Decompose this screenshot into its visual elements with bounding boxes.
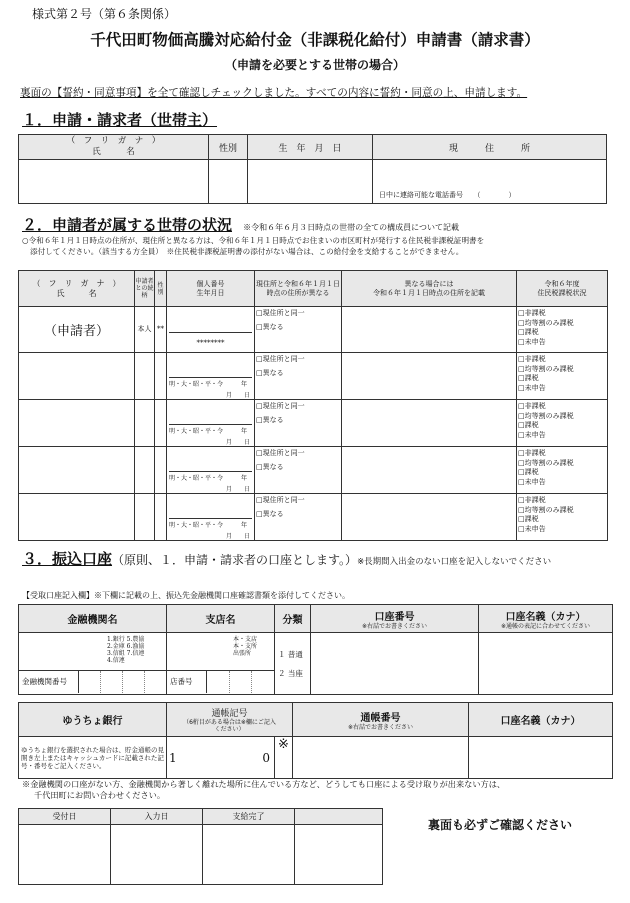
account-type-options[interactable]: １ 普通 ２ 当座	[275, 633, 311, 695]
tax-status-header: 令和６年度 住民税課税状況	[517, 271, 608, 307]
table-row	[19, 400, 608, 447]
tax-status-options[interactable]: □非課税 □均等割のみ課税 □課税 □未申告	[517, 494, 608, 541]
relation-field[interactable]	[135, 400, 155, 447]
member-gender-header: 性別	[155, 271, 167, 307]
bank-code-input[interactable]	[79, 671, 166, 693]
yucho-header: ゆうちょ銀行	[19, 703, 167, 737]
applicant-name-field[interactable]	[19, 160, 209, 204]
input-date-field	[111, 825, 203, 885]
applicant-gender-field[interactable]	[209, 160, 248, 204]
account-holder-header: 口座名義（カナ） ※通帳の表記に合わせてください	[479, 605, 613, 633]
masked-id: ********	[169, 332, 252, 352]
member-name-field[interactable]	[19, 447, 135, 494]
tax-status-options[interactable]: □非課税 □均等割のみ課税 □課税 □未申告	[517, 447, 608, 494]
applicant-label: （申請者）	[19, 307, 135, 353]
bank-type-list: 1.銀行 5.農協 2.金庫 6.漁協 3.信組 7.信連 4.信連	[107, 636, 145, 664]
input-date-header: 入力日	[111, 809, 203, 825]
account-number-field[interactable]	[311, 633, 479, 695]
id-dob-field[interactable]: 明・大・昭・平・令 年 月 日	[167, 400, 255, 447]
prior-address-header: 異なる場合には 令和６年１月１日時点の住所を記載	[342, 271, 517, 307]
address-diff-header: 現住所と令和６年１月１日時点の住所が異なる	[255, 271, 342, 307]
gender-stars: **	[155, 307, 167, 353]
member-gender-field[interactable]	[155, 400, 167, 447]
account-number-header: 口座番号 ※右詰でお書きください	[311, 605, 479, 633]
table-row	[19, 353, 608, 400]
bank-name-field[interactable]	[19, 633, 167, 695]
sixth-digit-field[interactable]: ※	[275, 737, 293, 779]
table-row	[19, 307, 608, 353]
member-gender-field[interactable]	[155, 494, 167, 541]
account-holder-field[interactable]	[479, 633, 613, 695]
member-name-field[interactable]	[19, 494, 135, 541]
applicant-address-field[interactable]	[373, 160, 607, 204]
mark-digit-1: 1	[169, 750, 177, 765]
passbook-mark-header: 通帳記号 （6桁目がある場合は※欄にご記入ください）	[167, 703, 293, 737]
masked-id-cell	[167, 307, 255, 353]
relation-field[interactable]	[135, 447, 155, 494]
member-name-header: （ フ リ ガ ナ ） 氏 名	[19, 271, 135, 307]
section3-heading-row	[22, 552, 612, 569]
address-diff-options[interactable]: □現住所と同一 □異なる	[255, 494, 342, 541]
office-blank-header	[295, 809, 383, 825]
payment-complete-header: 支給完了	[203, 809, 295, 825]
member-name-field[interactable]	[19, 400, 135, 447]
household-table	[18, 270, 608, 541]
section2-note: ※令和６年６月３日時点の世帯の全ての構成員について記載	[243, 223, 459, 232]
section2-heading-row	[22, 214, 459, 235]
section3-note: ※長期間入出金のない口座を記入しないでください	[357, 557, 552, 567]
yucho-holder-header: 口座名義（カナ）	[469, 703, 613, 737]
prior-address-field[interactable]	[342, 494, 517, 541]
received-date-field	[19, 825, 111, 885]
yucho-holder-field[interactable]	[469, 737, 613, 779]
address-diff-options[interactable]: □現住所と同一 □異なる	[255, 400, 342, 447]
table-row	[19, 494, 608, 541]
member-gender-field[interactable]	[155, 353, 167, 400]
office-blank-field	[295, 825, 383, 885]
section3-heading-rest: （原則、１．申請・請求者の口座とします。）	[112, 553, 358, 567]
relation-field[interactable]	[135, 494, 155, 541]
bank-code-row: 金融機関番号	[19, 670, 166, 693]
passbook-mark-field[interactable]	[167, 737, 275, 779]
id-dob-field[interactable]: 明・大・昭・平・令 年 月 日	[167, 353, 255, 400]
address-diff-options[interactable]: □現住所と同一 □異なる	[255, 447, 342, 494]
address-diff-options[interactable]: □現住所と同一 □異なる	[255, 307, 342, 353]
id-dob-field[interactable]: 明・大・昭・平・令 年 月 日	[167, 494, 255, 541]
back-side-notice: 裏面も必ずご確認ください	[428, 818, 573, 832]
account-instructions: 【受取口座記入欄】※下欄に記載の上、振込先金融機関口座確認書類を添付してください。	[22, 591, 350, 600]
branch-name-field[interactable]	[167, 633, 275, 695]
form-subtitle: （申請を必要とする世帯の場合）	[224, 58, 405, 72]
relation-header: 申請者との続柄	[135, 271, 155, 307]
section2-instructions: ○令和６年１月１日時点の住所が、現住所と異なる方は、令和６年１月１日時点でお住まいの市区町村が発行する住民税非課税証明書を 添付してください。（該当する方全員） ※住民税非課税証明書の添付がない場合は、この給付金を支給することができません。	[22, 236, 485, 256]
no-account-note: ※金融機関の口座がない方、金融機関から著しく離れた場所に住んでいる方など、どうしても口座による受け取りが出来ない方は、 千代田町にお問い合わせください。	[22, 779, 506, 800]
tax-status-options[interactable]: □非課税 □均等割のみ課税 □課税 □未申告	[517, 307, 608, 353]
address-diff-options[interactable]: □現住所と同一 □異なる	[255, 353, 342, 400]
relation-self: 本人	[135, 307, 155, 353]
payment-complete-field	[203, 825, 295, 885]
passbook-number-header: 通帳番号 ※右詰でお書きください	[293, 703, 469, 737]
member-gender-field[interactable]	[155, 447, 167, 494]
received-date-header: 受付日	[19, 809, 111, 825]
prior-address-field[interactable]	[342, 400, 517, 447]
section3-heading: ３．振込口座	[22, 550, 113, 568]
relation-field[interactable]	[135, 353, 155, 400]
id-dob-field[interactable]: 明・大・昭・平・令 年 月 日	[167, 447, 255, 494]
phone-label: 日中に連絡可能な電話番号 （ ）	[379, 191, 516, 199]
prior-address-field[interactable]	[342, 307, 517, 353]
section2-heading: ２．申請者が属する世帯の状況	[22, 216, 233, 234]
applicant-table	[18, 134, 607, 204]
tax-status-options[interactable]: □非課税 □均等割のみ課税 □課税 □未申告	[517, 353, 608, 400]
type-header: 分類	[275, 605, 311, 633]
branch-code-row: 店番号	[167, 670, 274, 693]
member-name-field[interactable]	[19, 353, 135, 400]
section1-heading: １．申請・請求者（世帯主）	[22, 111, 218, 129]
office-use-table	[18, 808, 383, 885]
applicant-dob-field[interactable]	[248, 160, 373, 204]
dob-header: 生 年 月 日	[248, 135, 373, 160]
yucho-note: ゆうちょ銀行を選択された場合は、貯金通帳の見開き左上またはキャッシュカードに記載された記号・番号をご記入ください。	[19, 737, 167, 779]
yucho-table	[18, 702, 613, 779]
branch-code-input[interactable]	[206, 671, 274, 693]
mark-digit-0: 0	[262, 750, 270, 765]
branch-name-header: 支店名	[167, 605, 275, 633]
form-title: 千代田町物価高騰対応給付金（非課税化給付）申請書（請求書）	[90, 30, 540, 49]
address-header: 現 住 所	[373, 135, 607, 160]
prior-address-field[interactable]	[342, 353, 517, 400]
branch-type-list: 本・支店 本・支所 出張所	[233, 636, 258, 657]
bank-account-table	[18, 604, 613, 695]
passbook-number-field[interactable]	[293, 737, 469, 779]
tax-status-options[interactable]: □非課税 □均等割のみ課税 □課税 □未申告	[517, 400, 608, 447]
gender-header: 性別	[209, 135, 248, 160]
bank-name-header: 金融機関名	[19, 605, 167, 633]
table-row	[19, 447, 608, 494]
form-number: 様式第２号（第６条関係）	[32, 7, 177, 21]
applicant-name-header: （ フ リ ガ ナ ） 氏 名	[19, 135, 209, 160]
id-dob-header: 個人番号 生年月日	[167, 271, 255, 307]
prior-address-field[interactable]	[342, 447, 517, 494]
agreement-statement: 裏面の【誓約・同意事項】を全て確認しチェックしました。すべての内容に誓約・同意の上、申請します。	[20, 87, 528, 99]
